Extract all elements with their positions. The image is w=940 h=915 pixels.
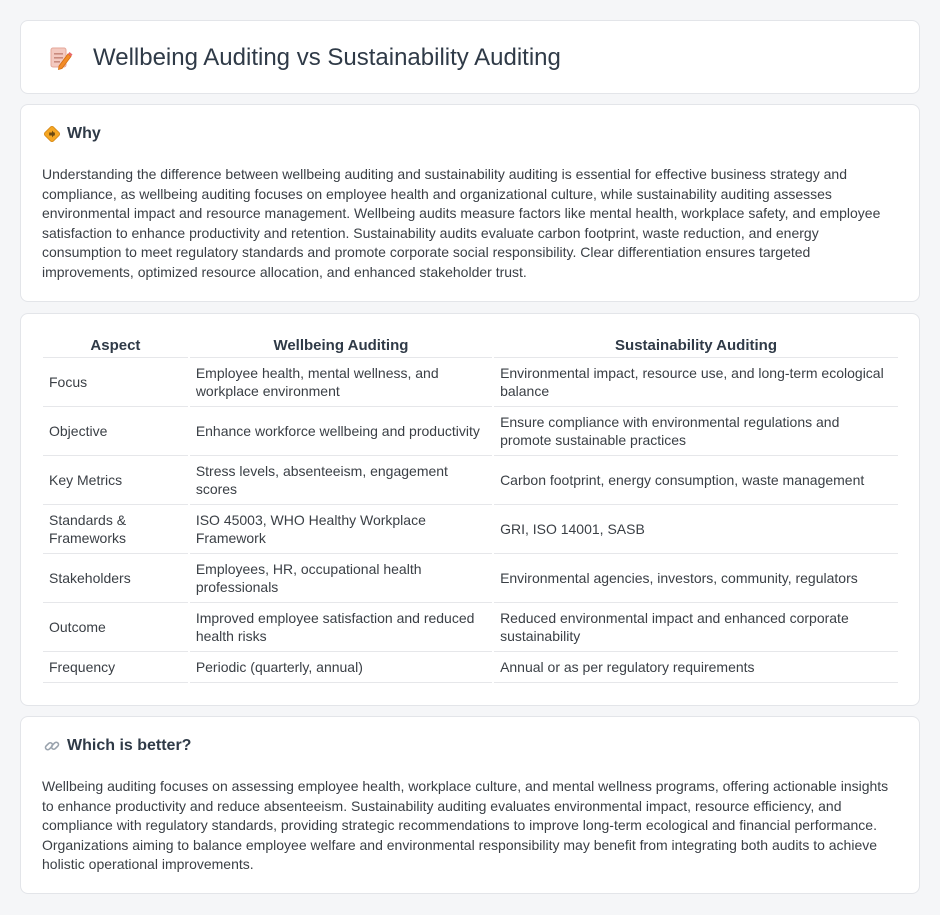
wellbeing-cell: Enhance workforce wellbeing and productivity [190, 407, 492, 456]
title-row [47, 43, 561, 73]
why-text: Understanding the difference between wellbeing auditing and sustainability auditing is essential for effective business strategy and compliance, as wellbeing auditing focuses on employee health and organizational culture, while sustainability auditing assesses environmental impact and resource management. Wellbeing audits measure factors like mental health, workplace safety, and employee satisfaction to enhance productivity and retention. Sustainability audits evaluate carbon footprint, waste reduction, and energy consumption to meet regulatory standards and promote corporate social responsibility. Clear differentiation ensures targeted improvements, optimized resource allocation, and enhanced stakeholder trust. [42, 166, 881, 280]
diamond-sign-icon [43, 125, 61, 143]
table-header-row [43, 334, 898, 358]
sustainability-cell: Ensure compliance with environmental regulations and promote sustainable practices [494, 407, 898, 456]
which-is-better-section [20, 716, 920, 894]
link-icon [43, 737, 61, 755]
comparison-table-card [20, 313, 920, 706]
wellbeing-cell: Stress levels, absenteeism, engagement scores [190, 456, 492, 505]
sustainability-cell: GRI, ISO 14001, SASB [494, 505, 898, 554]
column-header-sustainability: Sustainability Auditing [494, 334, 898, 358]
wellbeing-cell: Improved employee satisfaction and reduced health risks [190, 603, 492, 652]
why-heading: Why [67, 125, 101, 142]
wellbeing-cell: Employees, HR, occupational health professionals [190, 554, 492, 603]
better-heading: Which is better? [67, 737, 192, 754]
title-card [20, 20, 920, 94]
sustainability-cell: Annual or as per regulatory requirements [494, 652, 898, 683]
comparison-table [41, 334, 900, 683]
why-section [20, 104, 920, 302]
table-row [43, 456, 898, 505]
why-heading-row [43, 125, 101, 143]
wellbeing-cell: Employee health, mental wellness, and workplace environment [190, 358, 492, 407]
aspect-cell: Outcome [43, 603, 188, 652]
aspect-cell: Standards & Frameworks [43, 505, 188, 554]
wellbeing-cell: ISO 45003, WHO Healthy Workplace Framework [190, 505, 492, 554]
column-header-aspect: Aspect [43, 334, 188, 358]
table-row [43, 603, 898, 652]
wellbeing-cell: Periodic (quarterly, annual) [190, 652, 492, 683]
aspect-cell: Stakeholders [43, 554, 188, 603]
aspect-cell: Frequency [43, 652, 188, 683]
sustainability-cell: Reduced environmental impact and enhanced corporate sustainability [494, 603, 898, 652]
table-row [43, 358, 898, 407]
column-header-wellbeing: Wellbeing Auditing [190, 334, 492, 358]
table-row [43, 554, 898, 603]
sustainability-cell: Environmental impact, resource use, and long-term ecological balance [494, 358, 898, 407]
page-title: Wellbeing Auditing vs Sustainability Auditing [93, 44, 561, 71]
better-heading-row [43, 737, 191, 755]
table-row [43, 505, 898, 554]
aspect-cell: Focus [43, 358, 188, 407]
sustainability-cell: Environmental agencies, investors, community, regulators [494, 554, 898, 603]
better-text: Wellbeing auditing focuses on assessing employee health, workplace culture, and mental wellness programs, offering actionable insights to enhance productivity and reduce absenteeism. Sustainability auditing evaluates environmental impact, resource efficiency, and compliance with regulatory standards, providing strategic recommendations to improve long-term ecological and financial performance. Organizations aiming to balance employee welfare and environmental responsibility may benefit from integrating both audits to achieve holistic operational improvements. [42, 778, 889, 872]
aspect-cell: Objective [43, 407, 188, 456]
aspect-cell: Key Metrics [43, 456, 188, 505]
sustainability-cell: Carbon footprint, energy consumption, waste management [494, 456, 898, 505]
table-row [43, 407, 898, 456]
table-row [43, 652, 898, 683]
memo-pencil-icon [47, 45, 73, 71]
